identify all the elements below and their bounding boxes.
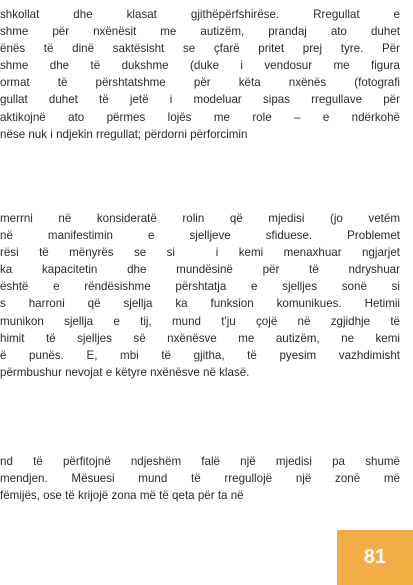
text-line: është e rëndësishme përshtatja e sjelljes sonë si bbox=[0, 280, 400, 294]
text-line: aktikojnë ato përmes lojës me role – e ndërkohë bbox=[0, 110, 400, 124]
text-line: nëse nuk i ndjekin rregullat; përdorni përforcimin bbox=[0, 127, 248, 141]
text-line: mendjen. Mësuesi mund të rregullojë një zonë më bbox=[0, 472, 400, 486]
text-line: munikon sjellja e tij, mund t'ju çojë në zgjidhje të bbox=[0, 314, 400, 328]
paragraph-3 bbox=[0, 453, 400, 504]
text-line: rësi të mënyrës se si i kemi menaxhuar ngjarjet bbox=[0, 246, 400, 260]
text-line: gullat duhet të jetë i modeluar sipas rregullave për bbox=[0, 93, 400, 107]
paragraph-2 bbox=[0, 210, 400, 381]
text-line: shme dhe të dukshme (duke i vendosur me figura bbox=[0, 59, 400, 73]
text-line: ka kapacitetin dhe mundësinë për të ndryshuar bbox=[0, 263, 400, 277]
text-line: nd të përfitojnë ndjeshëm falë një mjedisi pa shumë bbox=[0, 455, 400, 468]
text-line: ënës të dinë saktësisht se çfarë pritet prej tyre. Për bbox=[0, 42, 400, 56]
text-line: ë punës. E, mbi të gjitha, të pyesim vazhdimisht bbox=[0, 348, 400, 362]
text-line: s harroni që sjellja ka funksion komunikues. Hetimii bbox=[0, 297, 400, 311]
text-line: merrni në konsideratë rolin që mjedisi (jo vetëm bbox=[0, 212, 400, 225]
page-number: 81 bbox=[363, 546, 387, 568]
text-line: në manifestimin e sjelljeve sfiduese. Problemet bbox=[0, 229, 400, 243]
paragraph-1 bbox=[0, 6, 400, 143]
text-line: shme për nxënësit me autizëm, prandaj ato duhet bbox=[0, 25, 400, 39]
page-number-badge bbox=[337, 530, 413, 585]
text-line: përmbushur nevojat e këtyre nxënësve në klasë. bbox=[0, 365, 250, 379]
text-line: himit të sjelljes së nxënësve me autizëm, ne kemi bbox=[0, 331, 400, 345]
text-line: fëmijës, ose të krijojë zona më të qeta për ta në bbox=[0, 489, 244, 503]
text-line: ormat të përshtatshme për këta nxënës (fotografi bbox=[0, 76, 400, 90]
text-line: shkollat dhe klasat gjithëpërfshirëse. Rregullat e bbox=[0, 8, 400, 21]
